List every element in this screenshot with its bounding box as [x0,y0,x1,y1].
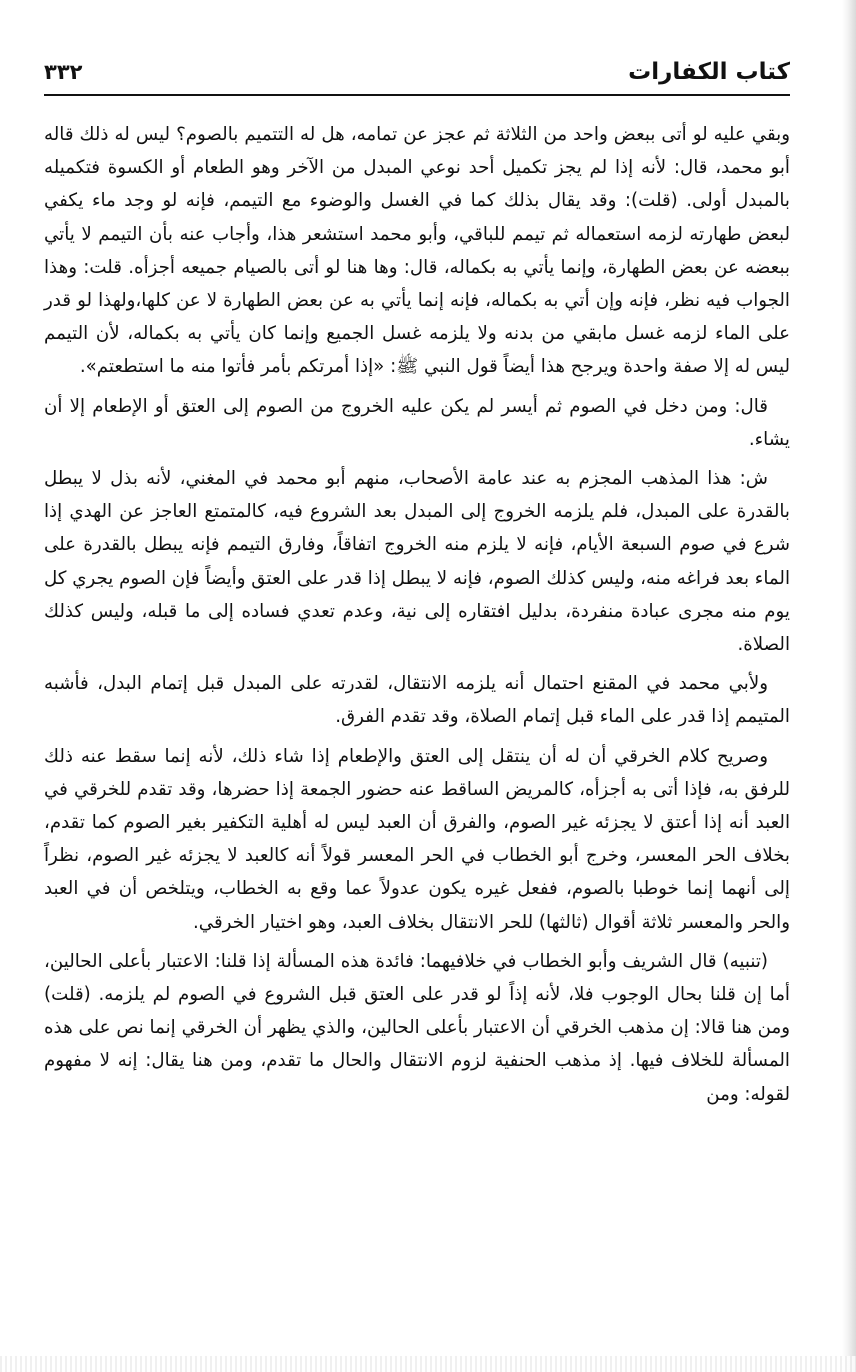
paragraph-muqni-opinion: ولأبي محمد في المقنع احتمال أنه يلزمه الانتقال، لقدرته على المبدل قبل إتمام البدل، فأشبه المتيمم إذا قدر على الماء قبل إتمام الصلاة، وقد تقدم الفرق. [44,673,790,728]
running-header [44,50,790,96]
page-bottom-edge [0,1356,856,1372]
page-spine-shadow [842,0,856,1372]
paragraph-commentary-madhhab: ش: هذا المذهب المجزم به عند عامة الأصحاب، منهم أبو محمد في المغني، لأنه بذل لا يبطل بالقدرة على المبدل، فلم يلزمه الخروج إلى المبدل بعد الشروع فيه، كالمتمتع العاجز عن الهدي إذا شرع في صوم السبعة الأيام، فإنه لا يلزم منه الخروج اتفاقاً، وفارق التيمم فإنه يبطل بالقدرة على الماء بعد فراغه منه، وليس كذلك الصوم، فإنه لا يبطل إذا قدر على العتق وأيضاً فإن الصوم يجري كل يوم منه مجرى عبادة منفردة، بدليل افتقاره إلى نية، وعدم تعدي فساده إلى ما قبله، وليس كذلك الصلاة. [44,468,790,656]
paragraph-khiraqi-statement: وصريح كلام الخرقي أن له أن ينتقل إلى العتق والإطعام إذا شاء ذلك، لأنه إنما سقط عنه ذلك للرفق به، فإذا أتى به أجزأه، كالمريض الساقط عنه حضور الجمعة إذا حضرها، وقد تقدم للخرقي في العبد أنه إذا أعتق لا يجزئه غير الصوم، والفرق أن العبد ليس له أهلية التكفير بغير الصوم كما تقدم، بخلاف الحر المعسر، وخرج أبو الخطاب في الحر المعسر قولاً أنه كالعبد لا يجزئه غير الصوم، نظراً إلى أنهما إنما خوطبا بالصوم، ففعل غيره يكون عدولاً عما وقع به الخطاب، ويتلخص أن في العبد والحر والمعسر ثلاثة أقوال (ثالثها) للحر الانتقال بخلاف العبد، وهو اختيار الخرقي. [44,745,790,933]
page-number: ٣٣٢ [44,60,83,84]
page-body [44,118,790,1111]
running-header-title: كتاب الكفارات [628,59,790,85]
paragraph-tanbih-note: (تنبيه) قال الشريف وأبو الخطاب في خلافيهما: فائدة هذه المسألة إذا قلنا: الاعتبار بأعلى الحالين، أما إن قلنا بحال الوجوب فلا، لأنه إذاً لو قدر على العتق قبل الشروع في الصوم لم يلزمه. (قلت) ومن هنا قالا: إن مذهب الخرقي أن الاعتبار بأعلى الحالين، والذي يظهر أن الخرقي إنما نص على هذه المسألة للخلاف فيها. إذ مذهب الحنفية لزوم الانتقال والحال ما تقدم، ومن هنا يقال: إنه لا مفهوم لقوله: ومن [44,950,790,1105]
paragraph-ablution-analogy: وبقي عليه لو أتى ببعض واحد من الثلاثة ثم عجز عن تمامه، هل له التتميم بالصوم؟ ليس له ذلك قاله أبو محمد، قال: لأنه إذا لم يجز تكميل أحد نوعي المبدل من الآخر وهو الطعام أو الكسوة فتكميله بالمبدل أولى. (قلت): وقد يقال بذلك كما في الغسل والوضوء مع التيمم، فإنه لو وجد ماء يكفي لبعض طهارته لزمه استعماله ثم تيمم للباقي، وأبو محمد استشعر هذا، وأجاب عنه بأن التيمم لا يأتي ببعضه عن بعض الطهارة، وإنما يأتي به بكماله، قال: وها هنا لو أتى بالصيام جميعه أجزأه. قلت: وهذا الجواب فيه نظر، فإنه وإن أتي به بكماله، فإنه إنما يأتي به عن بعض الطهارة لا عن كلها،ولهذا لو قدر على الماء لزمه غسل مابقي من بدنه ولا يلزمه غسل الجميع وإنما كان يأتي به بكماله، لأن التيمم ليس له إلا صفة واحدة ويرجح هذا أيضاً قول النبي ﷺ: «إذا أمرتكم بأمر فأتوا منه ما استطعتم». [44,124,790,378]
paragraph-matn-fasting-then-wealth: قال: ومن دخل في الصوم ثم أيسر لم يكن عليه الخروج من الصوم إلى العتق أو الإطعام إلا أن يشاء. [44,395,790,450]
